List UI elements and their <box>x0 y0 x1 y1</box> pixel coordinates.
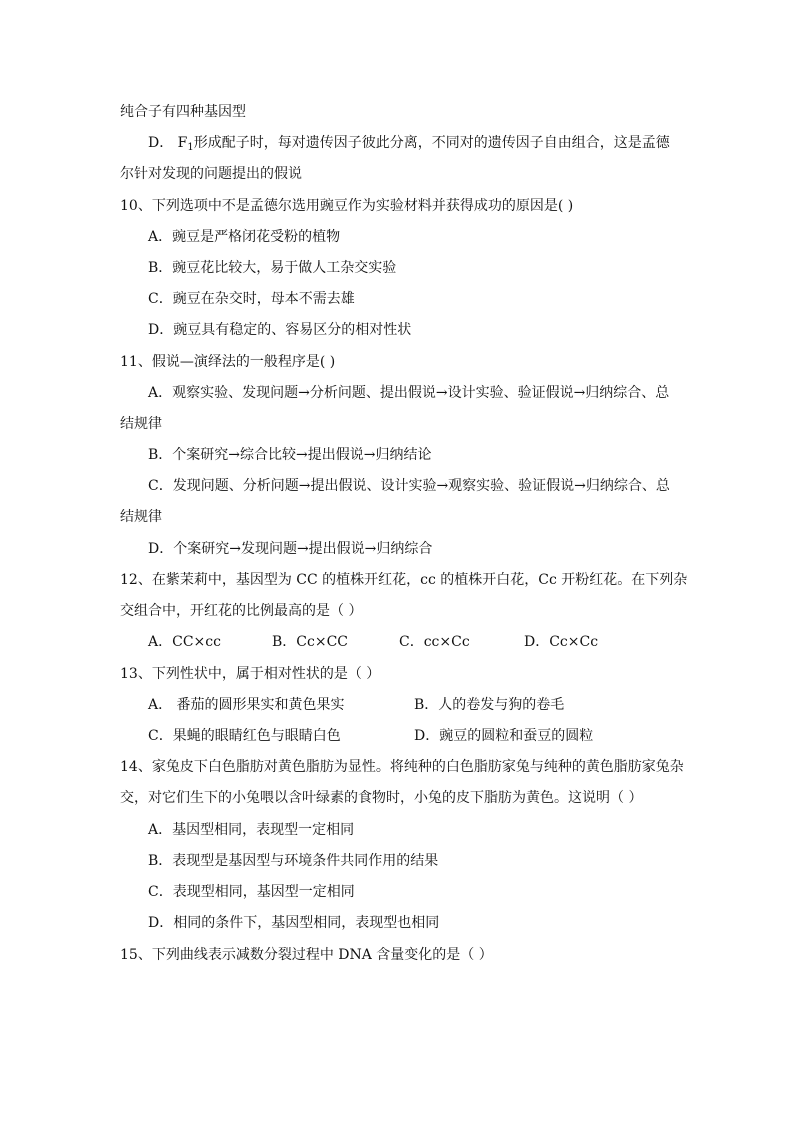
question-13-option-d: D．豌豆的圆粒和蚕豆的圆粒 <box>414 728 594 744</box>
question-12-option-d: D．Cc×Cc <box>524 634 599 650</box>
question-14-option-b: B．表现型是基因型与环境条件共同作用的结果 <box>148 853 439 869</box>
text-line: 纯合子有四种基因型 <box>120 104 246 120</box>
question-11-stem: 11、假说—演绎法的一般程序是( ) <box>120 354 336 370</box>
question-14-stem: 14、家兔皮下白色脂肪对黄色脂肪为显性。将纯种的白色脂肪家兔与纯种的黄色脂肪家兔杂 <box>120 759 684 775</box>
question-13-stem: 13、下列性状中，属于相对性状的是（ ） <box>120 666 381 682</box>
text-line: 尔针对发现的问题提出的假说 <box>120 166 302 182</box>
option-d-line <box>148 133 704 153</box>
question-10-option-b: B．豌豆花比较大，易于做人工杂交实验 <box>148 260 397 276</box>
question-12-stem-cont: 交组合中，开红花的比例最高的是（ ） <box>120 603 363 619</box>
question-12-options <box>0 632 794 652</box>
subscript-1: 1 <box>187 142 194 153</box>
question-13-options-row1 <box>0 695 794 715</box>
question-12-option-b: B．Cc×CC <box>272 634 348 650</box>
question-13-options-row2 <box>0 726 794 746</box>
option-d-text: 形成配子时，每对遗传因子彼此分离，不同对的遗传因子自由组合，这是孟德 <box>193 135 670 151</box>
question-10-option-d: D．豌豆具有稳定的、容易区分的相对性状 <box>148 322 412 338</box>
question-11-option-a-cont: 结规律 <box>120 416 162 432</box>
question-13-option-b: B．人的卷发与狗的卷毛 <box>414 697 565 713</box>
question-11-option-b: B．个案研究→综合比较→提出假说→归纳结论 <box>148 447 432 463</box>
question-13-option-c: C．果蝇的眼睛红色与眼睛白色 <box>148 728 341 744</box>
question-13-option-a: A． 番茄的圆形果实和黄色果实 <box>148 697 345 713</box>
question-12-stem: 12、在紫茉莉中，基因型为 CC 的植株开红花，cc 的植株开白花，Cc 开粉红花。在下列杂 <box>120 572 688 588</box>
question-11-option-d: D．个案研究→发现问题→提出假说→归纳综合 <box>148 541 433 557</box>
question-14-option-a: A．基因型相同，表现型一定相同 <box>148 822 355 838</box>
question-14-stem-cont: 交，对它们生下的小兔喂以含叶绿素的食物时，小兔的皮下脂肪为黄色。这说明（ ） <box>120 790 643 806</box>
option-d-prefix: D． F <box>148 135 188 151</box>
question-15-stem: 15、下列曲线表示减数分裂过程中 DNA 含量变化的是（ ） <box>120 947 493 963</box>
question-11-option-c-cont: 结规律 <box>120 509 162 525</box>
question-10-stem: 10、下列选项中不是孟德尔选用豌豆作为实验材料并获得成功的原因是( ) <box>120 198 574 214</box>
question-12-option-a: A．CC×cc <box>148 634 221 650</box>
question-10-option-c: C．豌豆在杂交时，母本不需去雄 <box>148 291 355 307</box>
question-11-option-c: C．发现问题、分析问题→提出假说、设计实验→观察实验、验证假说→归纳综合、总 <box>148 478 670 494</box>
question-14-option-d: D．相同的条件下，基因型相同，表现型也相同 <box>148 915 440 931</box>
question-12-option-c: C．cc×Cc <box>399 634 470 650</box>
question-11-option-a: A．观察实验、发现问题→分析问题、提出假说→设计实验、验证假说→归纳综合、总 <box>148 385 670 401</box>
question-14-option-c: C．表现型相同，基因型一定相同 <box>148 884 355 900</box>
question-10-option-a: A．豌豆是严格闭花受粉的植物 <box>148 229 341 245</box>
